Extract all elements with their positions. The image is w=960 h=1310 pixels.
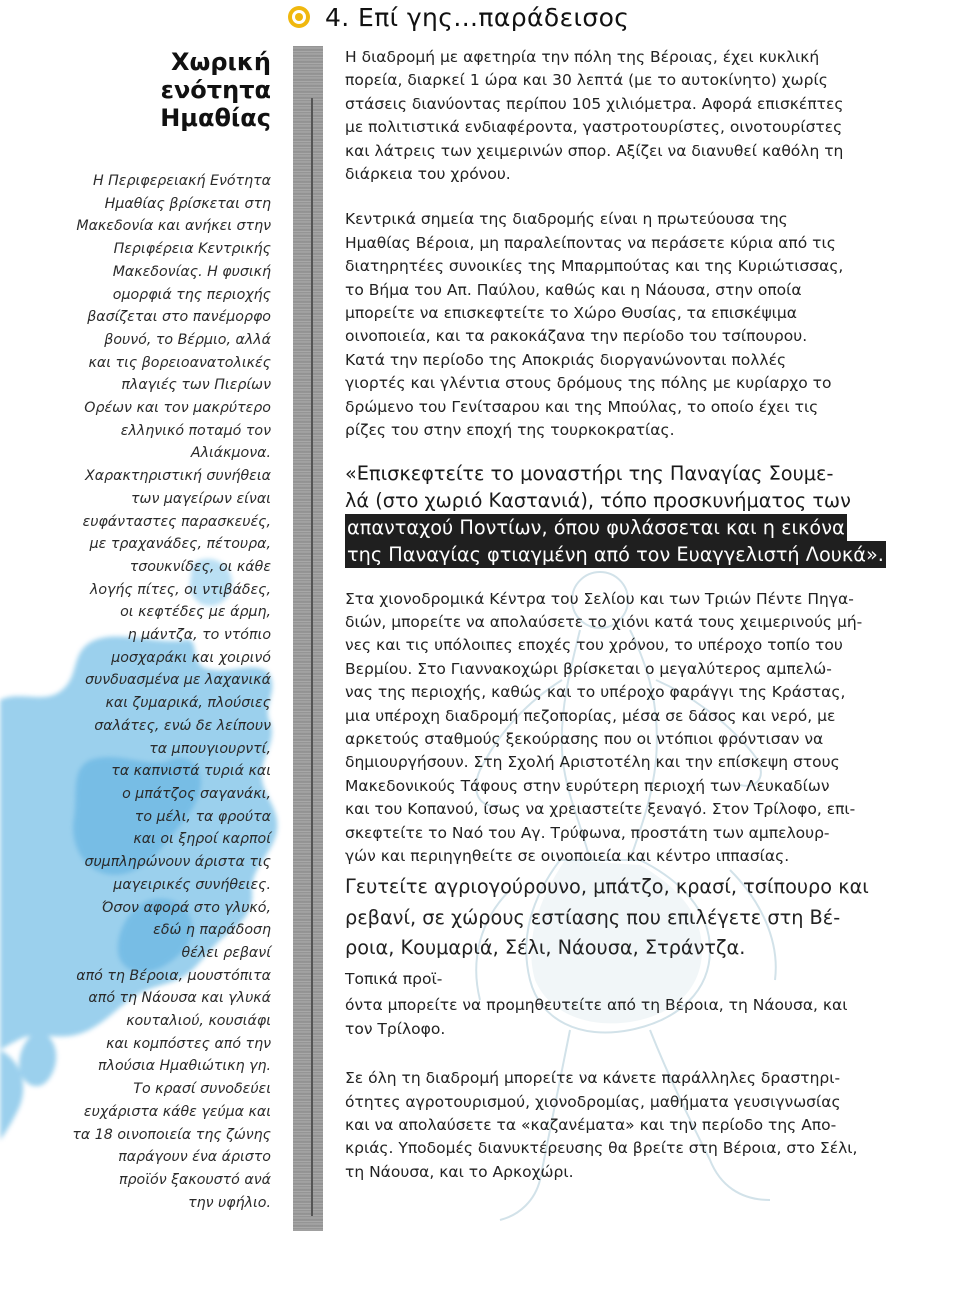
sidebar-line: παράγουν ένα άριστο (118, 1149, 271, 1166)
sidebar-line: προϊόν ξακουστό ανά (118, 1171, 271, 1188)
sidebar-line: ομορφιά της περιοχής (112, 286, 271, 303)
sidebar-description (66, 170, 271, 1214)
points-line: διατηρητέες συνοικίες της Μπαρμπούτας και της Κυριώτισσας, (345, 257, 844, 276)
sidebar-line: θέλει ρεβανί (181, 944, 271, 961)
sidebar-line: Μακεδονίας. Η φυσική (112, 263, 271, 280)
sidebar-line: συμπληρώνουν άριστα τις (84, 854, 271, 871)
sidebar-line: Όσον αφορά στο γλυκό, (101, 899, 271, 916)
column-divider (293, 46, 323, 1231)
taste-paragraph (345, 872, 885, 1041)
sidebar-line: Χαρακτηριστική συνήθεια (85, 468, 271, 485)
points-line: οινοποιεία, και τα ρακοκάζανα την περίοδο του τσίπουρου. (345, 327, 808, 346)
sidebar-line: τα μπουγιουρντί, (149, 740, 271, 757)
gear-bullet-icon (287, 5, 311, 29)
ski-line: δημιουργήσουν. Στη Σχολή Αριστοτέλη και την επίσκεψη στους (345, 753, 840, 772)
sidebar-line: πλαγιές των Πιερίων (121, 377, 271, 394)
taste-line: ροια, Κουμαριά, Σέλι, Νάουσα, Στράντζα. (345, 936, 746, 960)
section-title: 4. Επί γης...παράδεισος (325, 2, 630, 32)
activities-line: Σε όλη τη διαδρομή μπορείτε να κάνετε παράλληλες δραστηρι- (345, 1069, 841, 1088)
ski-line: αρκετούς σταθμούς ξεκούρασης που οι ντόπιοι φρόντισαν να (345, 729, 824, 748)
taste-tail-line: τον Τρίλοφο. (345, 1019, 446, 1038)
points-line: Ημαθίας Βέροια, μη παραλείποντας να περάσετε κύρια από τις (345, 233, 836, 252)
activities-line: ότητες αγροτουρισμού, χιονοδρομίας, μαθήματα γευσιγνωσίας (345, 1092, 841, 1111)
section-header (287, 0, 629, 34)
ski-line: νας της περιοχής, καθώς και το υπέροχο φαράγγι της Κράστας, (345, 683, 846, 702)
sidebar-line: λογής πίτες, οι ντιβάδες, (89, 581, 271, 598)
points-line: το Βήμα του Απ. Παύλου, καθώς και η Νάουσα, στην οποία (345, 280, 802, 299)
sidebar-line: μοσχαράκι και χοιρινό (111, 649, 271, 666)
region-title (66, 48, 271, 132)
sidebar-line: πλούσια Ημαθιώτικη γη. (98, 1058, 271, 1075)
sidebar-line: την υφήλιο. (188, 1194, 271, 1211)
activities-line: κριάς. Υποδομές διανυκτέρευσης θα βρείτε στη Βέροια, στο Σέλι, (345, 1139, 858, 1158)
taste-line-tail: Τοπικά προϊ- (345, 969, 443, 988)
column-divider-rule (311, 98, 313, 1216)
intro-line: πορεία, διαρκεί 1 ώρα και 30 λεπτά (με το αυτοκίνητο) χωρίς (345, 71, 828, 90)
sidebar-line: με τραχανάδες, πέτουρα, (89, 536, 271, 553)
pull-quote (345, 460, 885, 568)
sidebar-line: Η Περιφερειακή Ενότητα (92, 173, 271, 189)
ski-paragraph (345, 588, 885, 869)
intro-line: και λάτρεις των χειμερινών σπορ. Αξίζει να διανυθεί καθόλη τη (345, 141, 844, 160)
sidebar-line: Ορέων και τον μακρύτερο (84, 400, 271, 417)
sidebar (66, 48, 271, 1214)
quote-line-highlight: απανταχού Ποντίων, όπου φυλάσσεται και η εικόνα (347, 515, 845, 539)
taste-tail-line: όντα μπορείτε να προμηθευτείτε από τη Βέροια, τη Νάουσα, και (345, 996, 848, 1015)
sidebar-line: και ζυμαρικά, πλούσιες (105, 695, 271, 712)
sidebar-line: από τη Νάουσα και γλυκά (88, 990, 271, 1007)
activities-line: και να απολαύσετε τα «καζανέματα» και την περίοδο της Απο- (345, 1116, 837, 1134)
points-line: δρώμενο του Γενίτσαρου και της Μπούλας, το οποίο έχει τις (345, 397, 819, 416)
intro-paragraph (345, 46, 885, 186)
sidebar-line: Το κρασί συνοδεύει (133, 1081, 271, 1098)
points-line: ρίζες του στην εποχή της τουρκοκρατίας. (345, 421, 675, 440)
sidebar-line: μαγειρικές συνήθειες. (113, 876, 271, 893)
sidebar-line: σαλάτες, ενώ δε λείπουν (94, 717, 271, 734)
sidebar-line: ευχάριστα κάθε γεύμα και (83, 1103, 271, 1120)
sidebar-line: κουταλιού, κουσιάφι (126, 1013, 271, 1030)
ski-line: Βερμίου. Στο Γιαννακοχώρι βρίσκεται ο μεγαλύτερος αμπελώ- (345, 659, 832, 678)
activities-line: τη Νάουσα, και το Αρκοχώρι. (345, 1162, 574, 1181)
sidebar-line: Περιφέρεια Κεντρικής (113, 241, 271, 258)
sidebar-line: και κομπόστες από την (106, 1035, 271, 1052)
sidebar-line: των μαγείρων είναι (131, 490, 271, 507)
points-line: Κεντρικά σημεία της διαδρομής είναι η πρωτεύουσα της (345, 210, 788, 229)
intro-line: Η διαδρομή με αφετηρία την πόλη της Βέροιας, έχει κυκλική (345, 48, 820, 66)
quote-line: «Επισκεφτείτε το μοναστήρι της Παναγίας Σουμε- (345, 461, 834, 485)
sidebar-line: από τη Βέροια, μουστόπιτα (76, 967, 271, 984)
quote-line: λά (στο χωριό Καστανιά), τόπο προσκυνήματος των (345, 488, 851, 512)
taste-line: ρεβανί, σε χώρους εστίασης που επιλέγετε στη Βέ- (345, 905, 841, 929)
intro-line: με πολιτιστικά ενδιαφέροντα, γαστροτουρίστες, οινοτουρίστες (345, 118, 843, 137)
ski-line: γών και περιηγηθείτε σε οινοποιεία και κέντρο ιππασίας. (345, 846, 790, 865)
ski-line: Στα χιονοδρομικά Κέντρα του Σελίου και των Τριών Πέντε Πηγα- (345, 589, 854, 608)
sidebar-line: τσουκνίδες, οι κάθε (129, 558, 271, 575)
region-title-line: Ημαθίας (160, 104, 271, 132)
ski-line: νες και τις υπόλοιπες εποχές του χρόνου, το υπέροχο τοπίο του (345, 636, 843, 655)
sidebar-line: ευφάνταστες παρασκευές, (82, 513, 271, 530)
sidebar-line: η μάντζα, το ντόπιο (127, 627, 271, 644)
points-line: Κατά την περίοδο της Αποκριάς διοργανώνονται πολλές (345, 350, 787, 369)
ski-line: μια υπέροχη διαδρομή πεζοπορίας, μέσα σε δάσος και νερό, με (345, 706, 836, 725)
ski-line: διών, μπορείτε να απολαύσετε το χιόνι κατά τους χειμερινούς μή- (345, 612, 863, 631)
sidebar-line: οι κεφτέδες με άρμη, (120, 604, 271, 621)
sidebar-line: και οι ξηροί καρποί (133, 831, 271, 848)
sidebar-line: ο μπάτζος σαγανάκι, (122, 785, 271, 802)
quote-line-highlight: της Παναγίας φτιαγμένη από τον Ευαγγελιστή Λουκά». (347, 542, 884, 566)
sidebar-line: τα 18 οινοποιεία της ζώνης (72, 1126, 271, 1143)
taste-line: Γευτείτε αγριογούρουνο, μπάτζο, κρασί, τσίπουρο και (345, 875, 869, 899)
intro-line: στάσεις διανύοντας περίπου 105 χιλιόμετρα. Αφορά επισκέπτες (345, 94, 844, 113)
sidebar-line: εδώ η παράδοση (153, 922, 271, 939)
ski-line: σκεφτείτε το Ναό του Αγ. Τρύφωνα, προστάτη των αμπελουρ- (345, 823, 830, 842)
sidebar-line: συνδυασμένα με λαχανικά (85, 672, 271, 689)
sidebar-line: Αλιάκμονα. (190, 445, 271, 462)
ski-line: και του Κοπανού, ίσως να χρειαστείτε ξεναγό. Στον Τρίλοφο, επι- (345, 800, 856, 819)
sidebar-line: και τις βορειοανατολικές (88, 354, 271, 371)
sidebar-line: τα καπνιστά τυριά και (111, 763, 271, 780)
region-title-line: Χωρική (170, 48, 271, 76)
activities-paragraph (345, 1067, 885, 1184)
sidebar-line: βασίζεται στο πανέμορφο (87, 309, 271, 326)
region-title-line: ενότητα (160, 76, 271, 104)
points-line: μπορείτε να επισκεφτείτε το Χώρο Θυσίας, τα επισκέψιμα (345, 304, 797, 323)
main-column (345, 46, 885, 1184)
ski-line: Μακεδονικούς Τάφους στην ευρύτερη περιοχή των Λευκαδίων (345, 776, 830, 795)
sidebar-line: βουνό, το Βέρμιο, αλλά (104, 331, 271, 348)
points-line: γιορτές και γλέντια στους δρόμους της πόλης με κυρίαρχο το (345, 374, 832, 393)
intro-line: διάρκεια του χρόνου. (345, 165, 511, 184)
route-points-paragraph (345, 208, 885, 442)
sidebar-line: Μακεδονία και ανήκει στην (76, 218, 271, 235)
sidebar-line: Ημαθίας βρίσκεται στη (104, 195, 271, 212)
sidebar-line: το μέλι, τα φρούτα (134, 808, 271, 825)
sidebar-line: ελληνικό ποταμό τον (120, 422, 271, 439)
